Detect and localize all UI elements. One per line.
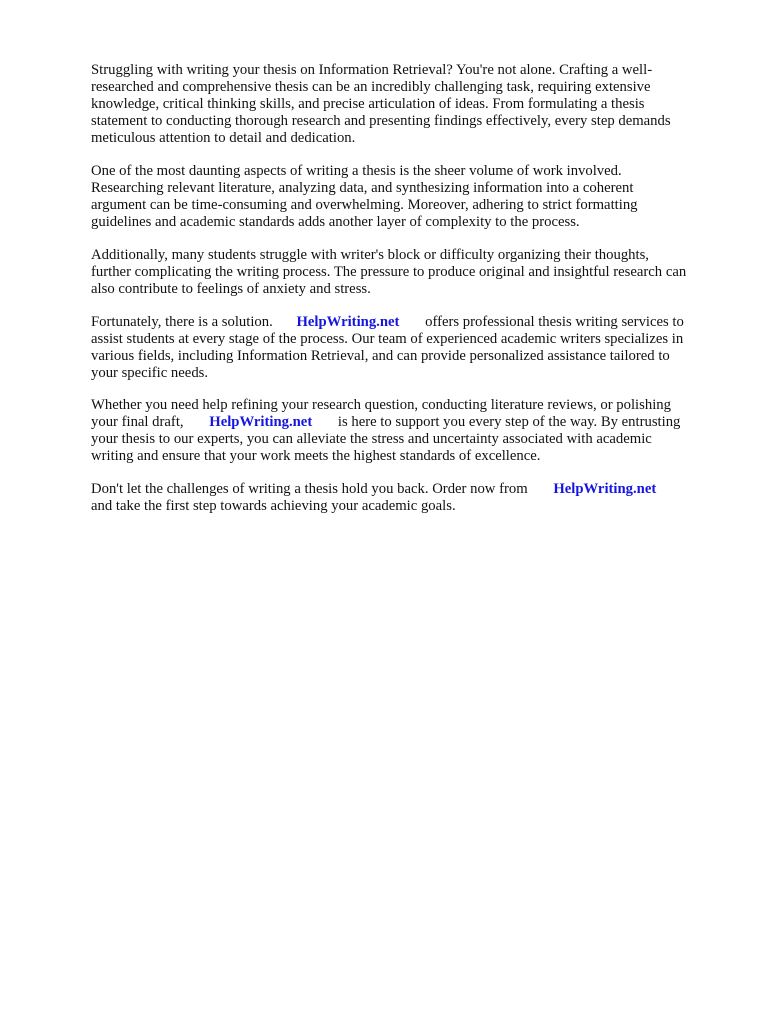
text-line: Struggling with writing your thesis on Information Retrieval? You're not alone. Crafting a well- [91,62,653,78]
paragraph-intro [91,62,731,147]
text-line [91,481,731,498]
text-segment: Don't let the challenges of writing a thesis hold you back. Order now from [91,481,528,497]
helpwriting-link[interactable]: HelpWriting.net [209,414,313,430]
text-line: statement to conducting thorough research and presenting findings effectively, every step demands [91,113,671,129]
paragraph-call-to-action [91,481,731,515]
text-line [91,314,731,331]
text-line: your thesis to our experts, you can alleviate the stress and uncertainty associated with academic [91,431,652,447]
text-line [91,414,731,431]
text-line: guidelines and academic standards adds another layer of complexity to the process. [91,214,580,230]
text-segment: your final draft, [91,414,184,430]
paragraph-solution [91,314,731,382]
text-line: your specific needs. [91,365,209,381]
text-line: Whether you need help refining your research question, conducting literature reviews, or polishing [91,397,671,413]
text-line: Additionally, many students struggle with writer's block or difficulty organizing their thoughts, [91,247,649,263]
text-line: and take the first step towards achieving your academic goals. [91,498,456,514]
text-line: also contribute to feelings of anxiety and stress. [91,281,371,297]
paragraph-workload [91,163,731,231]
paragraph-help [91,397,731,465]
text-line: assist students at every stage of the process. Our team of experienced academic writers specializes in [91,331,684,347]
helpwriting-link[interactable]: HelpWriting.net [296,314,400,330]
text-line: further complicating the writing process. The pressure to produce original and insightful research can [91,264,687,280]
helpwriting-link[interactable]: HelpWriting.net [553,481,657,497]
text-segment: Fortunately, there is a solution. [91,314,273,330]
text-line: meticulous attention to detail and dedication. [91,130,356,146]
text-line: researched and comprehensive thesis can be an incredibly challenging task, requiring extensive [91,79,651,95]
text-line: knowledge, critical thinking skills, and precise articulation of ideas. From formulating a thesis [91,96,645,112]
text-line: writing and ensure that your work meets the highest standards of excellence. [91,448,541,464]
text-segment: is here to support you every step of the way. By entrusting [337,414,681,430]
text-line: One of the most daunting aspects of writing a thesis is the sheer volume of work involved. [91,163,622,179]
text-segment: offers professional thesis writing services to [425,314,684,330]
text-line: argument can be time-consuming and overwhelming. Moreover, adhering to strict formatting [91,197,638,213]
paragraph-struggles [91,247,731,298]
text-line: various fields, including Information Retrieval, and can provide personalized assistance tailored to [91,348,670,364]
text-line: Researching relevant literature, analyzing data, and synthesizing information into a coherent [91,180,634,196]
